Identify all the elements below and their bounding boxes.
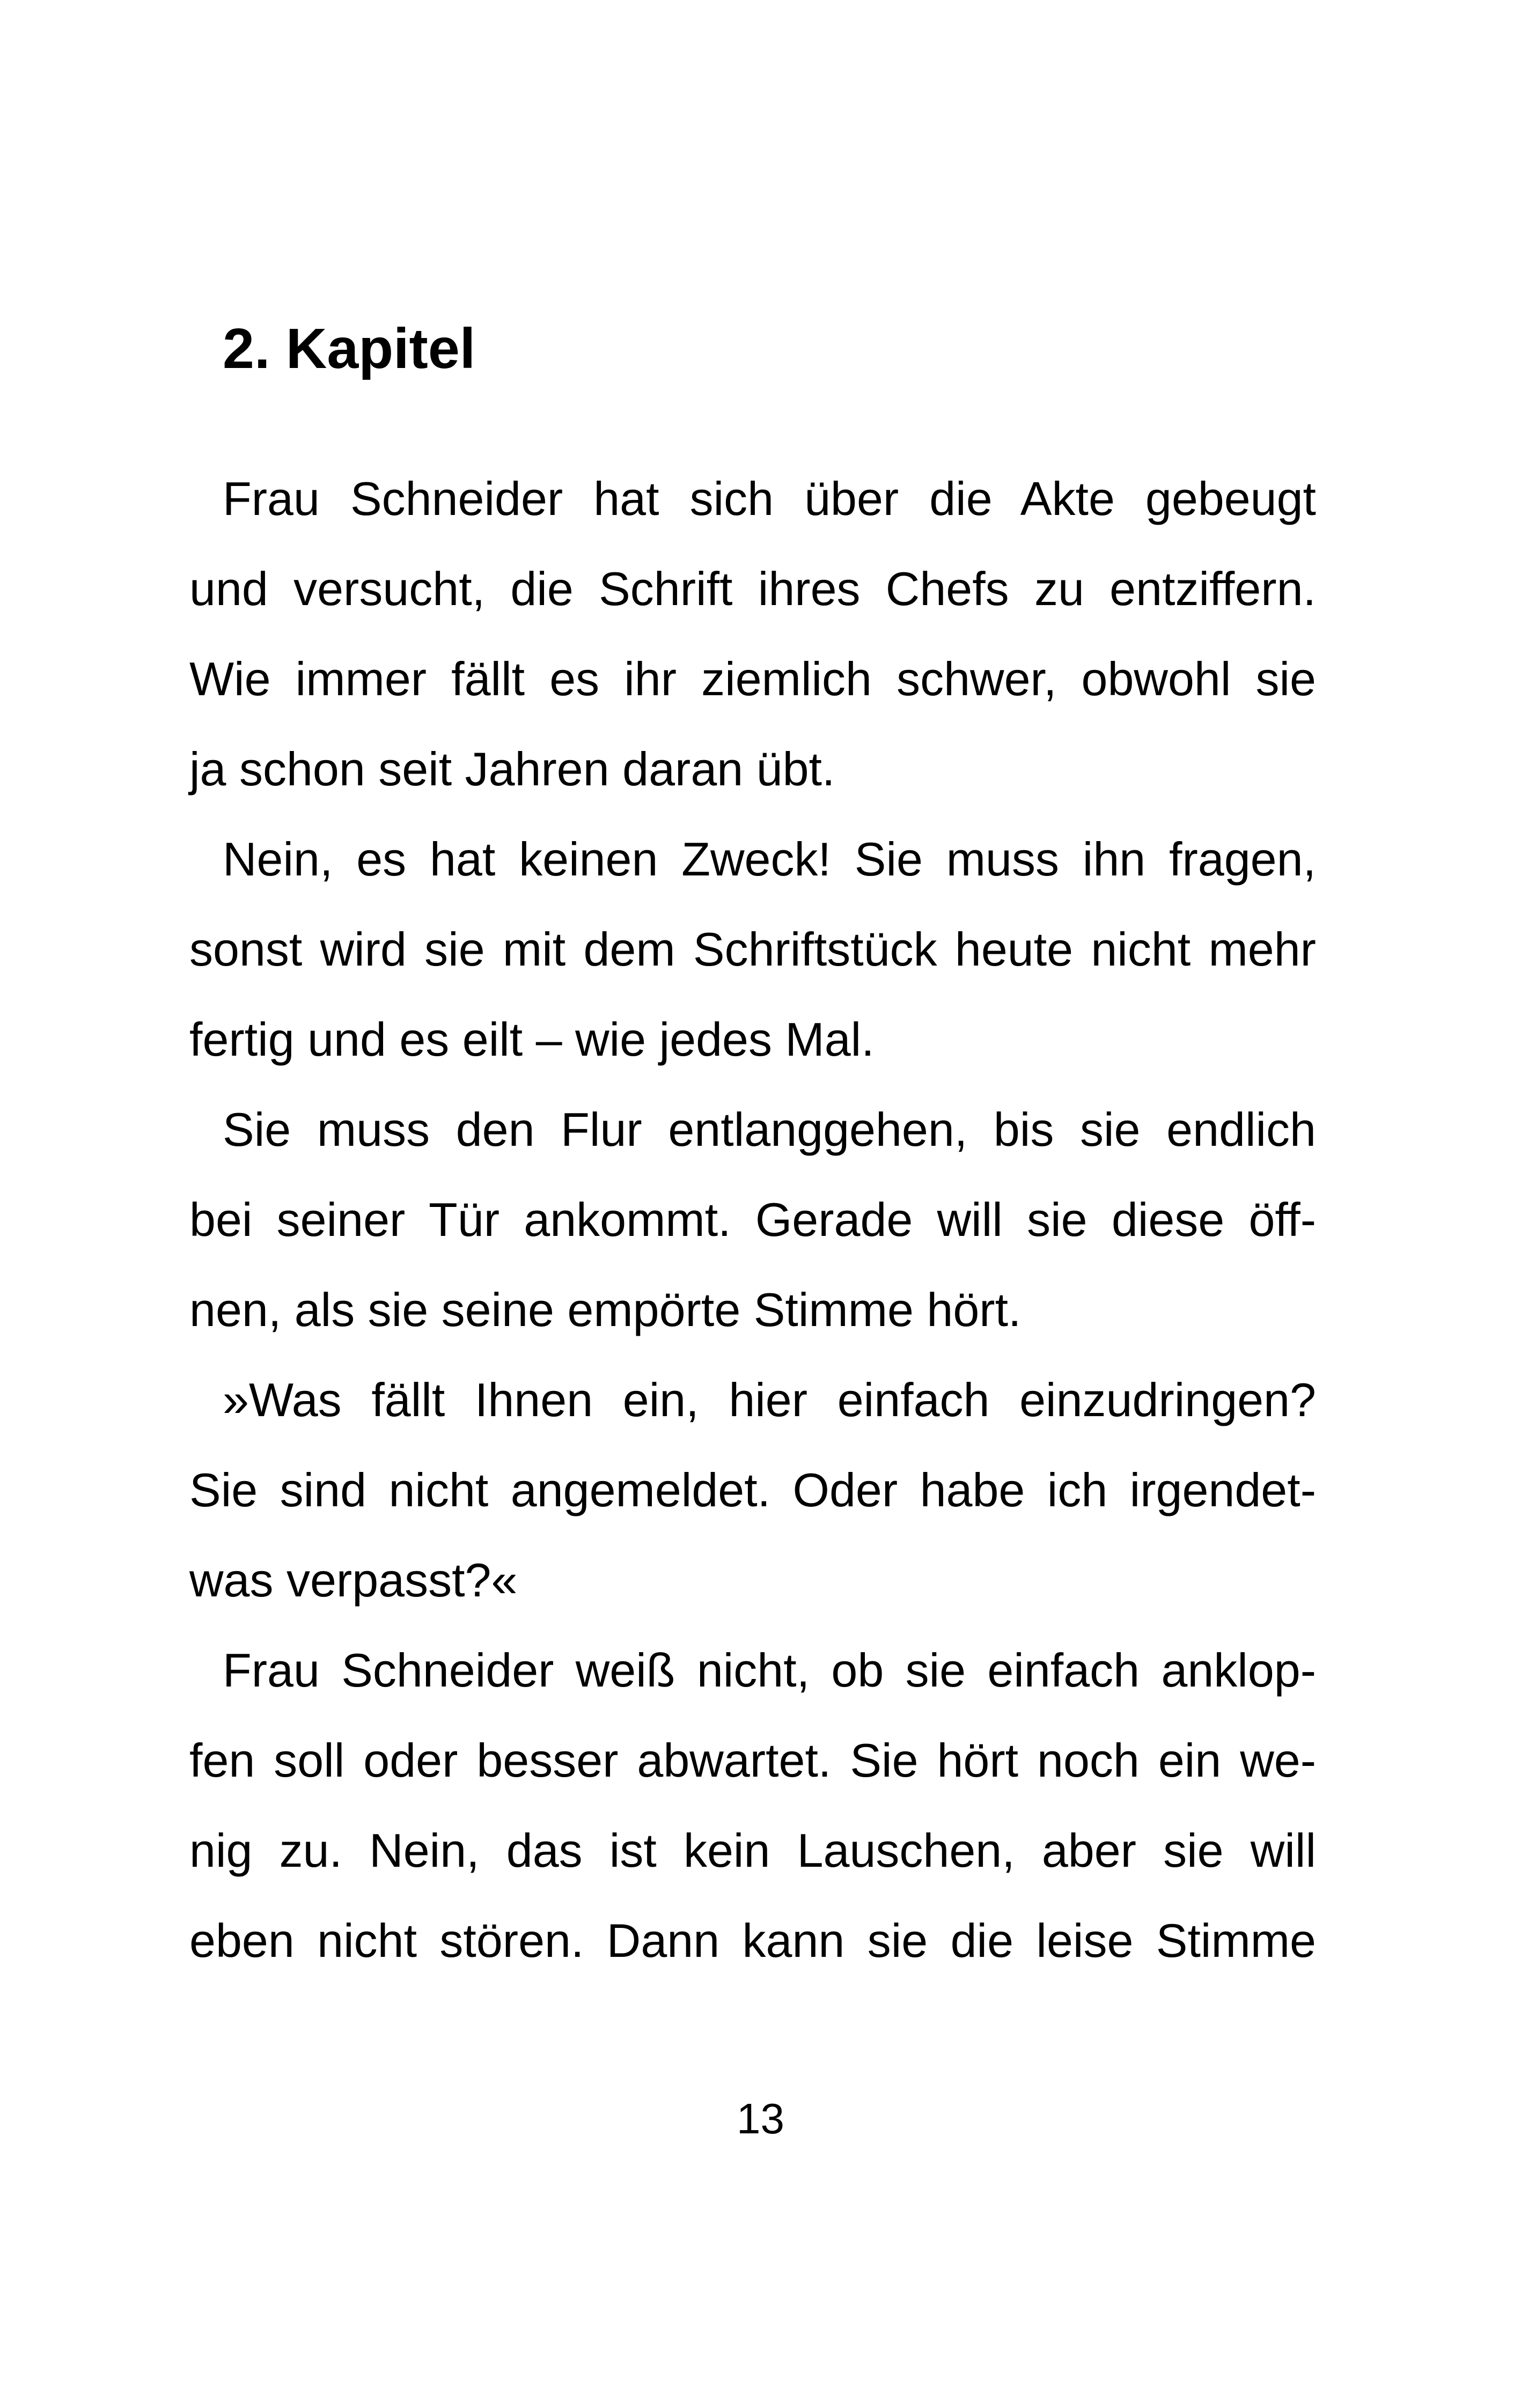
text-line: eben nicht stören. Dann kann sie die leise Stimme [189, 1914, 1316, 1967]
text-line: nig zu. Nein, das ist kein Lauschen, aber sie will [189, 1824, 1316, 1877]
text-line: »Was fällt Ihnen ein, hier einfach einzudringen? [223, 1373, 1316, 1426]
page-number: 13 [737, 2095, 784, 2142]
text-line: Sie muss den Flur entlanggehen, bis sie endlich [223, 1103, 1316, 1156]
text-line: bei seiner Tür ankommt. Gerade will sie diese öff- [189, 1193, 1316, 1246]
text-line: fertig und es eilt – wie jedes Mal. [189, 1013, 875, 1066]
text-line: Frau Schneider hat sich über die Akte gebeugt [223, 472, 1316, 525]
text-line: fen soll oder besser abwartet. Sie hört noch ein we- [189, 1734, 1316, 1787]
text-line: ja schon seit Jahren daran übt. [189, 742, 835, 796]
text-line: und versucht, die Schrift ihres Chefs zu entziffern. [189, 562, 1316, 615]
text-line: nen, als sie seine empörte Stimme hört. [189, 1283, 1022, 1336]
chapter-title: 2. Kapitel [223, 317, 476, 380]
text-line: Nein, es hat keinen Zweck! Sie muss ihn fragen, [223, 833, 1316, 886]
text-line: sonst wird sie mit dem Schriftstück heute nicht mehr [189, 923, 1316, 976]
text-line: was verpasst?« [189, 1553, 518, 1607]
text-line: Wie immer fällt es ihr ziemlich schwer, obwohl sie [189, 652, 1316, 705]
text-line: Frau Schneider weiß nicht, ob sie einfach anklop- [223, 1644, 1316, 1697]
text-line: Sie sind nicht angemeldet. Oder habe ich irgendet- [189, 1463, 1316, 1516]
